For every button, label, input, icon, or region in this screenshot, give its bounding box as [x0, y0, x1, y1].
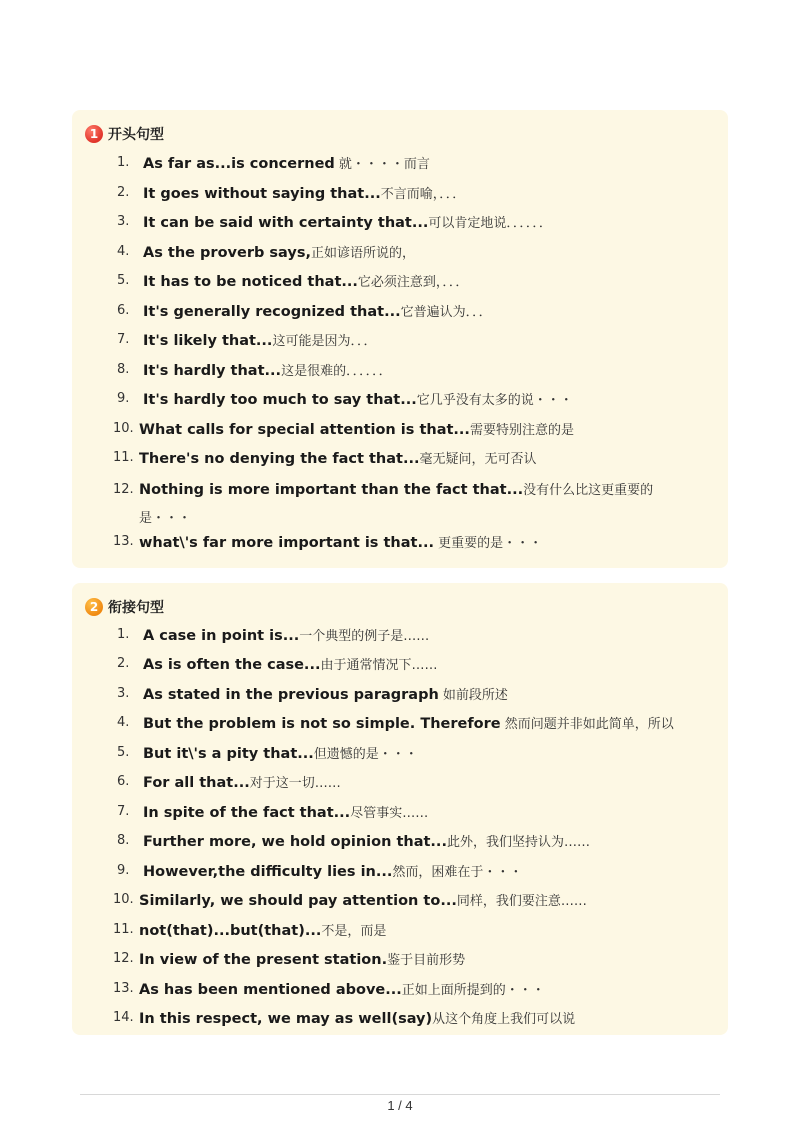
item-english: Similarly, we should pay attention to...: [139, 893, 457, 909]
section-header: [85, 124, 164, 144]
item-english: Nothing is more important than the fact that...: [139, 482, 524, 498]
item-number: 9.: [117, 391, 130, 406]
item-chinese: 不是，而是: [321, 924, 387, 939]
item-number: 13.: [113, 534, 134, 549]
item-chinese: 更重要的是・・・: [433, 536, 543, 551]
page-indicator: 1 / 4: [387, 1098, 413, 1113]
list-item: [117, 386, 677, 414]
item-chinese: 尽管事实……: [350, 806, 429, 821]
item-number: 6.: [117, 774, 130, 789]
item-english: As stated in the previous paragraph: [143, 687, 439, 703]
item-chinese: 它普遍认为．．．: [400, 305, 492, 320]
item-number: 10.: [113, 892, 134, 907]
item-number: 8.: [117, 362, 130, 377]
item-number: 2.: [117, 185, 130, 200]
item-english: A case in point is...: [143, 628, 300, 644]
item-number: 7.: [117, 804, 130, 819]
item-english: what\'s far more important is that...: [139, 535, 434, 551]
item-chinese: 同样，我们要注意……: [456, 894, 587, 909]
list-item: [113, 946, 677, 974]
list-item: [117, 209, 677, 237]
item-chinese: 毫无疑问，无可否认: [419, 452, 537, 467]
item-number: 11.: [113, 450, 134, 465]
footer-divider: [80, 1094, 720, 1095]
item-chinese: 如前段所述: [438, 688, 508, 703]
list-item: [117, 710, 717, 738]
item-english: It's likely that...: [143, 333, 273, 349]
list-item: [113, 445, 677, 473]
item-chinese: 然而，困难在于・・・: [392, 865, 523, 880]
item-chinese: 正如谚语所说的，: [310, 246, 415, 261]
section-transition-sentences: [72, 583, 728, 1035]
item-chinese: 正如上面所提到的・・・: [401, 983, 545, 998]
item-number: 5.: [117, 745, 130, 760]
item-chinese: 然而问题并非如此简单，所以: [500, 717, 674, 732]
item-chinese: 从这个角度上我们可以说: [432, 1012, 576, 1027]
section-header: [85, 597, 164, 617]
item-number: 3.: [117, 686, 130, 701]
list-item: [117, 681, 677, 709]
item-chinese: 此外，我们坚持认为……: [446, 835, 590, 850]
item-english: In spite of the fact that...: [143, 805, 351, 821]
item-chinese: 可以肯定地说．．．．．．: [428, 216, 552, 231]
item-chinese: 它几乎没有太多的说・・・: [416, 393, 573, 408]
item-english: It has to be noticed that...: [143, 274, 358, 290]
list-item: [113, 1005, 677, 1033]
number-two-icon: 2: [85, 598, 103, 616]
item-number: 4.: [117, 244, 130, 259]
item-english: For all that...: [143, 775, 250, 791]
list-item: [117, 327, 677, 355]
list-item: [117, 858, 677, 886]
item-number: 14.: [113, 1010, 134, 1025]
list-item: [113, 976, 677, 1004]
item-english: In view of the present station.: [139, 952, 388, 968]
item-english: It's hardly too much to say that...: [143, 392, 417, 408]
list-item: [117, 799, 677, 827]
list-item: [117, 239, 677, 267]
item-english: But the problem is not so simple. Therefore: [143, 716, 501, 732]
item-number: 9.: [117, 863, 130, 878]
item-chinese: 它必须注意到，．．．: [357, 275, 469, 290]
list-item: [113, 529, 677, 557]
list-item: [117, 740, 677, 768]
item-number: 2.: [117, 656, 130, 671]
item-english: It goes without saying that...: [143, 186, 381, 202]
item-english: not(that)...but(that)...: [139, 923, 322, 939]
item-chinese: 不言而喻，．．．: [380, 187, 466, 202]
item-english: It's generally recognized that...: [143, 304, 401, 320]
list-item: [113, 416, 677, 444]
item-chinese: 一个典型的例子是……: [299, 629, 430, 644]
item-number: 10.: [113, 421, 134, 436]
list-item: [117, 268, 677, 296]
item-number: 3.: [117, 214, 130, 229]
item-chinese: 由于通常情况下……: [320, 658, 438, 673]
section-opening-sentences: [72, 110, 728, 568]
item-english: What calls for special attention is that...: [139, 422, 470, 438]
list-item: [113, 476, 677, 532]
list-item: [117, 357, 677, 385]
item-number: 6.: [117, 303, 130, 318]
item-chinese: 这可能是因为．．．: [272, 334, 377, 349]
item-number: 12.: [113, 482, 134, 497]
list-item: [117, 769, 677, 797]
item-number: 5.: [117, 273, 130, 288]
item-english: In this respect, we may as well(say): [139, 1011, 433, 1027]
item-number: 1.: [117, 155, 130, 170]
list-item: [117, 828, 677, 856]
item-number: 1.: [117, 627, 130, 642]
list-item: [113, 887, 677, 915]
item-chinese: 需要特别注意的是: [469, 423, 574, 438]
section-title: 开头句型: [108, 127, 164, 143]
item-chinese: 这是很难的．．．．．．: [281, 364, 392, 379]
list-item: [117, 298, 677, 326]
item-english: As has been mentioned above...: [139, 982, 402, 998]
item-english: It can be said with certainty that...: [143, 215, 429, 231]
item-english: Further more, we hold opinion that...: [143, 834, 447, 850]
item-chinese: 对于这一切……: [249, 776, 341, 791]
item-chinese: 鉴于目前形势: [387, 953, 466, 968]
number-one-icon: 1: [85, 125, 103, 143]
list-item: [117, 180, 677, 208]
item-english: It's hardly that...: [143, 363, 282, 379]
item-number: 7.: [117, 332, 130, 347]
list-item: [117, 622, 677, 650]
item-number: 11.: [113, 922, 134, 937]
item-chinese: 没有什么比这更重要的是・・・: [139, 483, 654, 526]
section-title: 衔接句型: [108, 600, 164, 616]
item-english: As far as...is concerned: [143, 156, 335, 172]
list-item: [113, 917, 677, 945]
item-english: There's no denying the fact that...: [139, 451, 420, 467]
item-chinese: 就・・・・而言: [334, 157, 430, 172]
item-number: 13.: [113, 981, 134, 996]
item-number: 12.: [113, 951, 134, 966]
item-english: As is often the case...: [143, 657, 321, 673]
item-english: As the proverb says,: [143, 245, 311, 261]
list-item: [117, 651, 677, 679]
list-item: [117, 150, 677, 178]
item-english: But it\'s a pity that...: [143, 746, 314, 762]
item-chinese: 但遗憾的是・・・: [313, 747, 418, 762]
item-english: However,the difficulty lies in...: [143, 864, 393, 880]
item-number: 4.: [117, 715, 130, 730]
item-number: 8.: [117, 833, 130, 848]
